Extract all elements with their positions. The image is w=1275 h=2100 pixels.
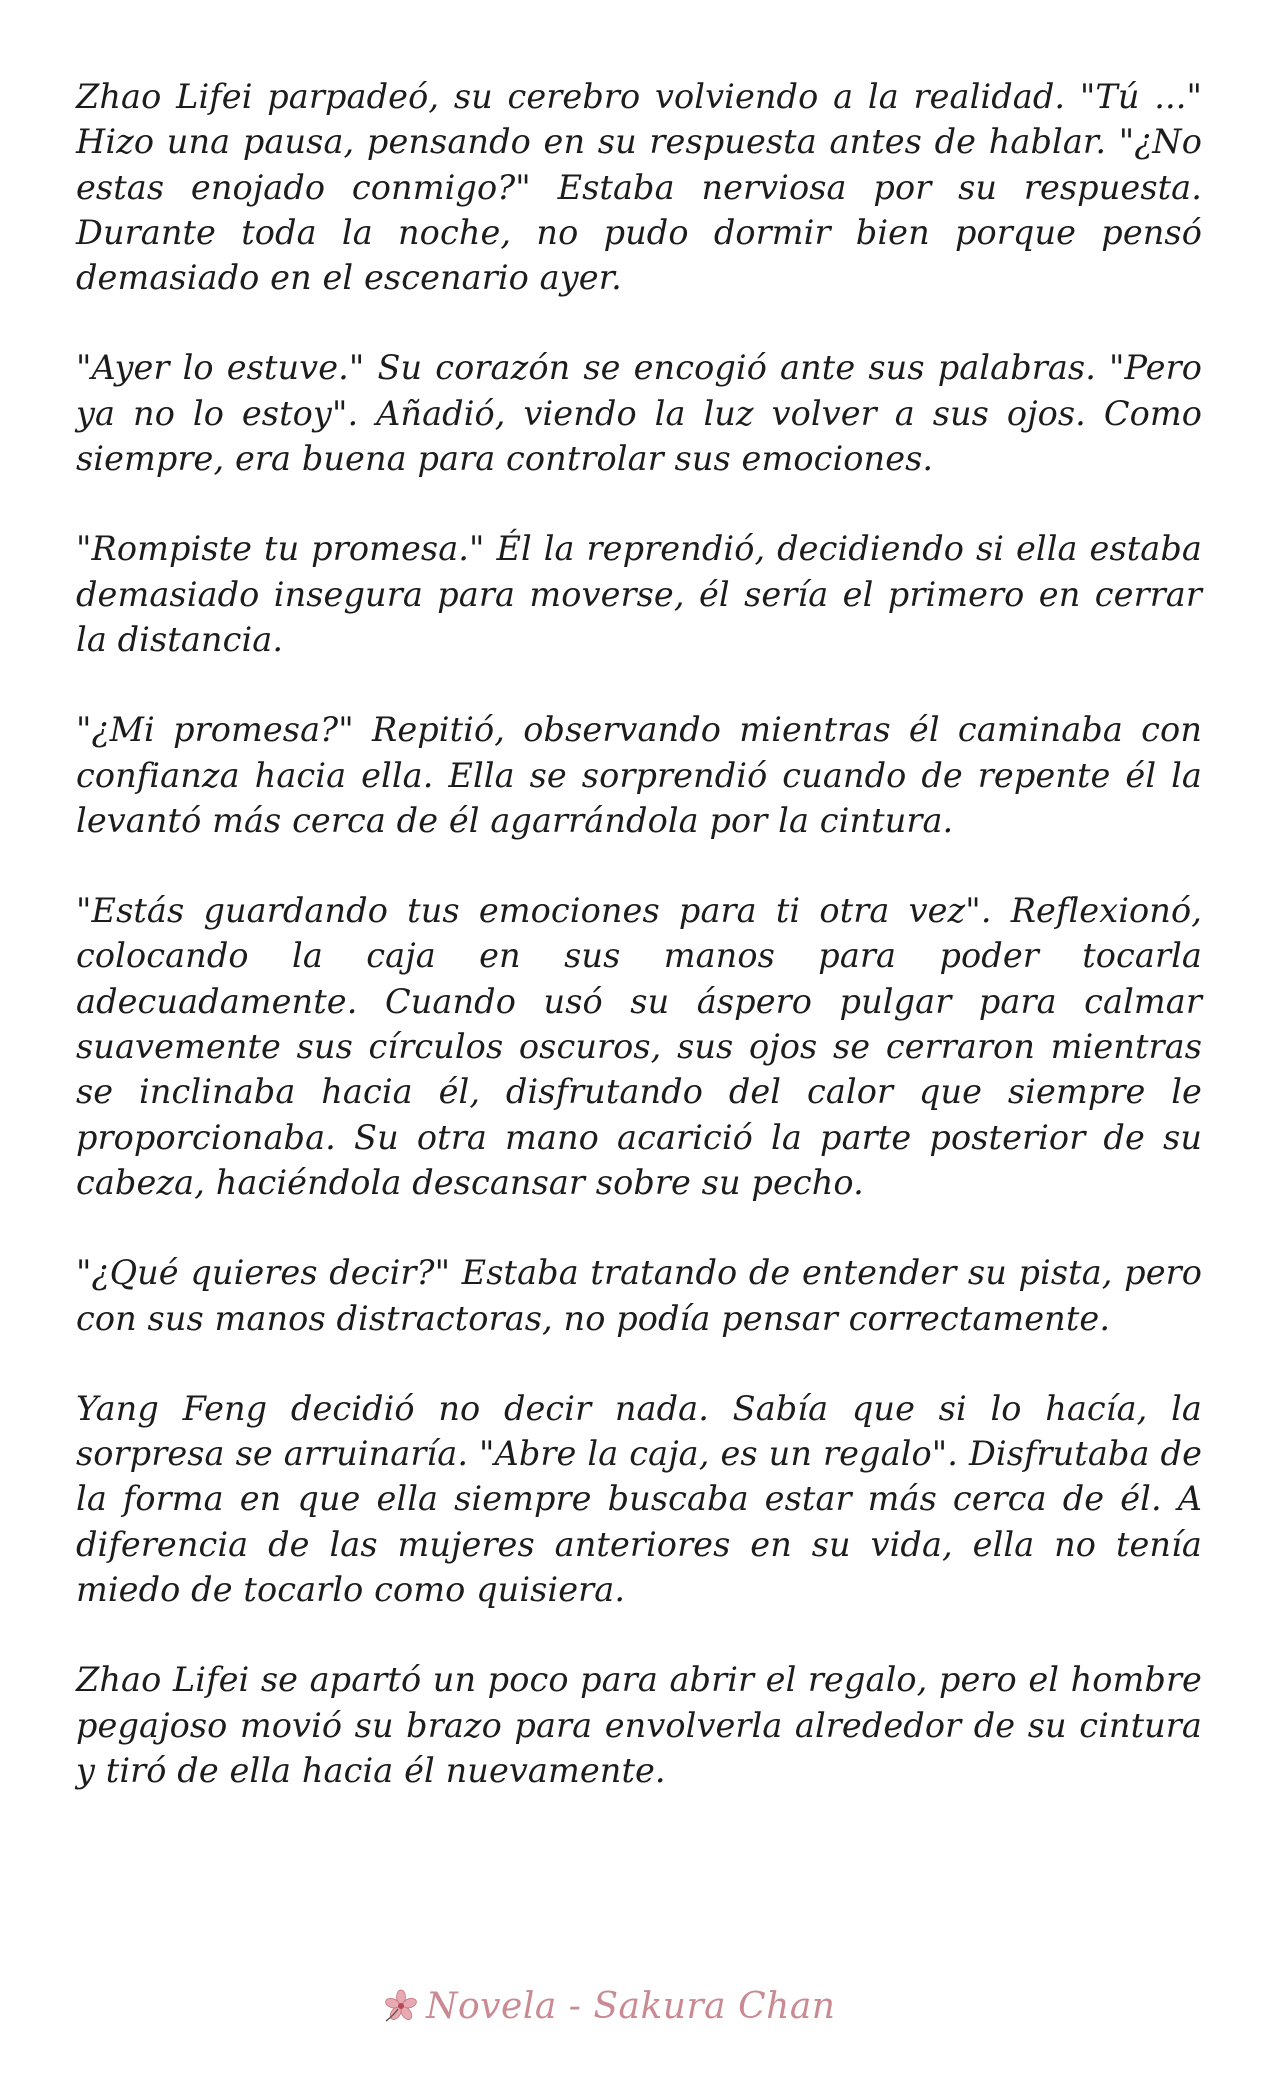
paragraph-7: Yang Feng decidió no decir nada. Sabía que si lo hacía, la sorpresa se arruinaría. "Abre la caja, es un regalo". Disfrutaba de la forma en que ella siempre buscaba estar más cerca de él. A diferencia de las mujeres anteriores en su vida, ella no tenía miedo de tocarlo como quisiera. (76, 1388, 1202, 1610)
paragraph-2: "Ayer lo estuve." Su corazón se encogió ante sus palabras. "Pero ya no lo estoy". Añadió, viendo la luz volver a sus ojos. Como siempre, era buena para controlar sus emociones. (76, 348, 1202, 479)
paragraph-3: "Rompiste tu promesa." Él la reprendió, decidiendo si ella estaba demasiado insegura para moverse, él sería el primero en cerrar la distancia. (76, 529, 1202, 659)
paragraph-4: "¿Mi promesa?" Repitió, observando mientras él caminaba con confianza hacia ella. Ella se sorprendió cuando de repente él la levantó más cerca de él agarrándola por la cintura. (76, 710, 1202, 840)
paragraph-8: Zhao Lifei se apartó un poco para abrir el regalo, pero el hombre pegajoso movió su brazo para envolverla alrededor de su cintura y tiró de ella hacia él nuevamente. (76, 1660, 1202, 1790)
paragraph-1: Zhao Lifei parpadeó, su cerebro volviendo a la realidad. "Tú ..." Hizo una pausa, pensando en su respuesta antes de hablar. "¿No estas enojado conmigo?" Estaba nerviosa por su respuesta. Durante toda la noche, no pudo dormir bien porque pensó demasiado en el escenario ayer. (76, 77, 1202, 298)
sakura-flower-icon (382, 1987, 420, 2025)
paragraph-6: "¿Qué quieres decir?" Estaba tratando de entender su pista, pero con sus manos distractoras, no podía pensar correctamente. (76, 1253, 1202, 1338)
watermark-text: Novela - Sakura Chan (426, 1985, 836, 2027)
document-body (76, 74, 1202, 1793)
paragraph-5: "Estás guardando tus emociones para ti otra vez". Reflexionó, colocando la caja en sus manos para poder tocarla adecuadamente. Cuando usó su áspero pulgar para calmar suavemente sus círculos oscuros, sus ojos se cerraron mientras se inclinaba hacia él, disfrutando del calor que siempre le proporcionaba. Su otra mano acarició la parte posterior de su cabeza, haciéndola descansar sobre su pecho. (76, 891, 1202, 1202)
watermark (382, 1980, 922, 2032)
